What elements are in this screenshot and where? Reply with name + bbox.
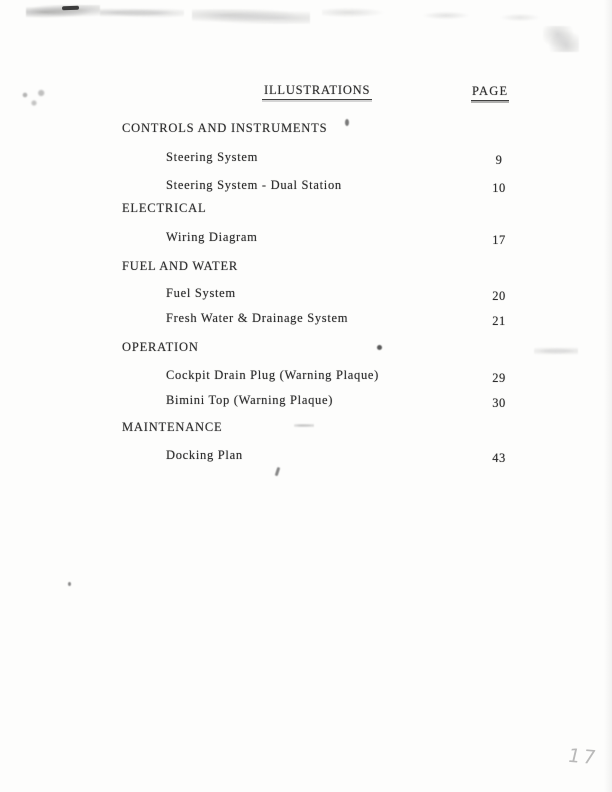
section-heading: ELECTRICAL — [122, 201, 207, 215]
scan-noise-speck — [543, 26, 579, 52]
toc-item-page-number: 17 — [492, 233, 506, 247]
toc-item-row — [0, 230, 612, 248]
toc-item-label: Fresh Water & Drainage System — [166, 311, 349, 325]
toc-item-page-number: 21 — [492, 314, 506, 328]
toc-item-label: Steering System — [166, 150, 259, 164]
toc-item-row — [0, 286, 612, 304]
toc-item-label: Docking Plan — [166, 448, 243, 462]
toc-item-page-number: 29 — [492, 371, 506, 385]
section-heading-row — [0, 420, 612, 438]
scan-noise-speck — [16, 88, 52, 108]
toc-item-label: Steering System - Dual Station — [166, 178, 342, 192]
toc-item-label: Cockpit Drain Plug (Warning Plaque) — [166, 368, 380, 382]
scan-noise-speck — [100, 7, 184, 18]
section-heading: CONTROLS AND INSTRUMENTS — [122, 121, 328, 135]
section-heading-row — [0, 121, 612, 139]
section-heading-row — [0, 259, 612, 277]
scan-noise-dash — [62, 6, 79, 10]
scan-noise-speck — [420, 11, 472, 20]
toc-item-page-number: 9 — [495, 153, 503, 167]
handwritten-page-number: 17 — [565, 744, 601, 770]
scan-noise-dot — [68, 582, 71, 586]
section-heading-row — [0, 340, 612, 358]
toc-item-row — [0, 368, 612, 386]
scan-noise-speck — [26, 5, 100, 18]
toc-item-page-number: 30 — [492, 396, 506, 410]
toc-item-label: Bimini Top (Warning Plaque) — [166, 393, 334, 407]
page-column-header: PAGE — [471, 84, 509, 101]
page-title: ILLUSTRATIONS — [262, 83, 372, 100]
section-heading-row — [0, 201, 612, 219]
scan-noise-speck — [498, 13, 542, 22]
toc-item-row — [0, 393, 612, 411]
section-heading: OPERATION — [122, 340, 199, 354]
toc-item-label: Wiring Diagram — [166, 230, 258, 244]
scan-noise-mark — [275, 467, 280, 476]
scan-noise-speck — [322, 7, 388, 18]
toc-item-row — [0, 448, 612, 466]
toc-item-row — [0, 311, 612, 329]
scan-noise-speck — [192, 9, 310, 24]
toc-item-page-number: 10 — [492, 181, 506, 195]
section-heading: MAINTENANCE — [122, 420, 223, 434]
toc-item-label: Fuel System — [166, 286, 236, 300]
toc-item-row — [0, 150, 612, 168]
toc-item-page-number: 20 — [492, 289, 506, 303]
toc-item-row — [0, 178, 612, 196]
toc-item-page-number: 43 — [492, 451, 506, 465]
section-heading: FUEL AND WATER — [122, 259, 239, 273]
